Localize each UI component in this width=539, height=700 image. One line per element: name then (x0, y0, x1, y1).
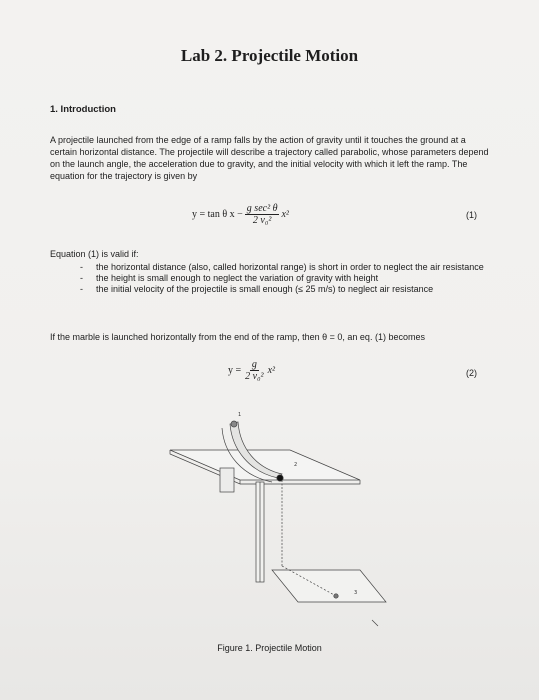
eq2-denominator: 2 v₀² (245, 371, 264, 382)
floor-board (272, 570, 386, 602)
page-title: Lab 2. Projectile Motion (180, 46, 359, 65)
equation-1 (192, 203, 289, 226)
direction-arrow (372, 620, 378, 626)
condition-item: - the initial velocity of the projectile is small enough (≤ 25 m/s) to neglect air resistance (80, 284, 500, 295)
table-top (170, 450, 360, 480)
landing-point (334, 594, 338, 598)
clamp (220, 468, 234, 492)
figure-label-3: 3 (354, 590, 358, 596)
figure-label-2: 2 (294, 462, 298, 468)
eq1-rhs: x² (281, 209, 289, 220)
figure-caption: Figure 1. Projectile Motion (217, 643, 322, 653)
eq2-numerator: g (251, 359, 257, 370)
eq2-rhs: x² (267, 365, 275, 376)
figure-label-1: 1 (238, 412, 242, 418)
horizontal-launch-text: If the marble is launched horizontally from the end of the ramp, then θ = 0, an eq. (1) becomes (50, 332, 425, 342)
eq1-lhs: y = tan θ x − (192, 209, 243, 220)
eq1-fraction (245, 203, 280, 226)
equation-1-number: (1) (466, 210, 477, 220)
eq1-numerator: g sec² θ (246, 203, 278, 214)
conditions-list (80, 262, 500, 295)
section-heading: 1. Introduction (50, 104, 116, 115)
marble (277, 475, 283, 481)
eq1-denominator: 2 v₀² (252, 215, 272, 226)
marble-start (231, 421, 237, 427)
valid-intro: Equation (1) is valid if: (50, 249, 139, 259)
equation-2-number: (2) (466, 368, 477, 378)
projectile-figure (160, 410, 390, 640)
condition-item: - the horizontal distance (also, called horizontal range) is short in order to neglect the air resistance (80, 262, 500, 273)
eq2-fraction (243, 359, 265, 382)
condition-item: - the height is small enough to neglect the variation of gravity with height (80, 273, 500, 284)
eq2-lhs: y = (228, 365, 242, 376)
intro-paragraph: A projectile launched from the edge of a ramp falls by the action of gravity until it touches the ground at a certain horizontal distance. The projectile will describe a trajectory called parabolic, whose parameters depend on the launch angle, the acceleration due to gravity, and the initial velocity with which it left the ramp. The equation for the trajectory is given by (50, 135, 489, 181)
equation-2 (228, 359, 275, 382)
